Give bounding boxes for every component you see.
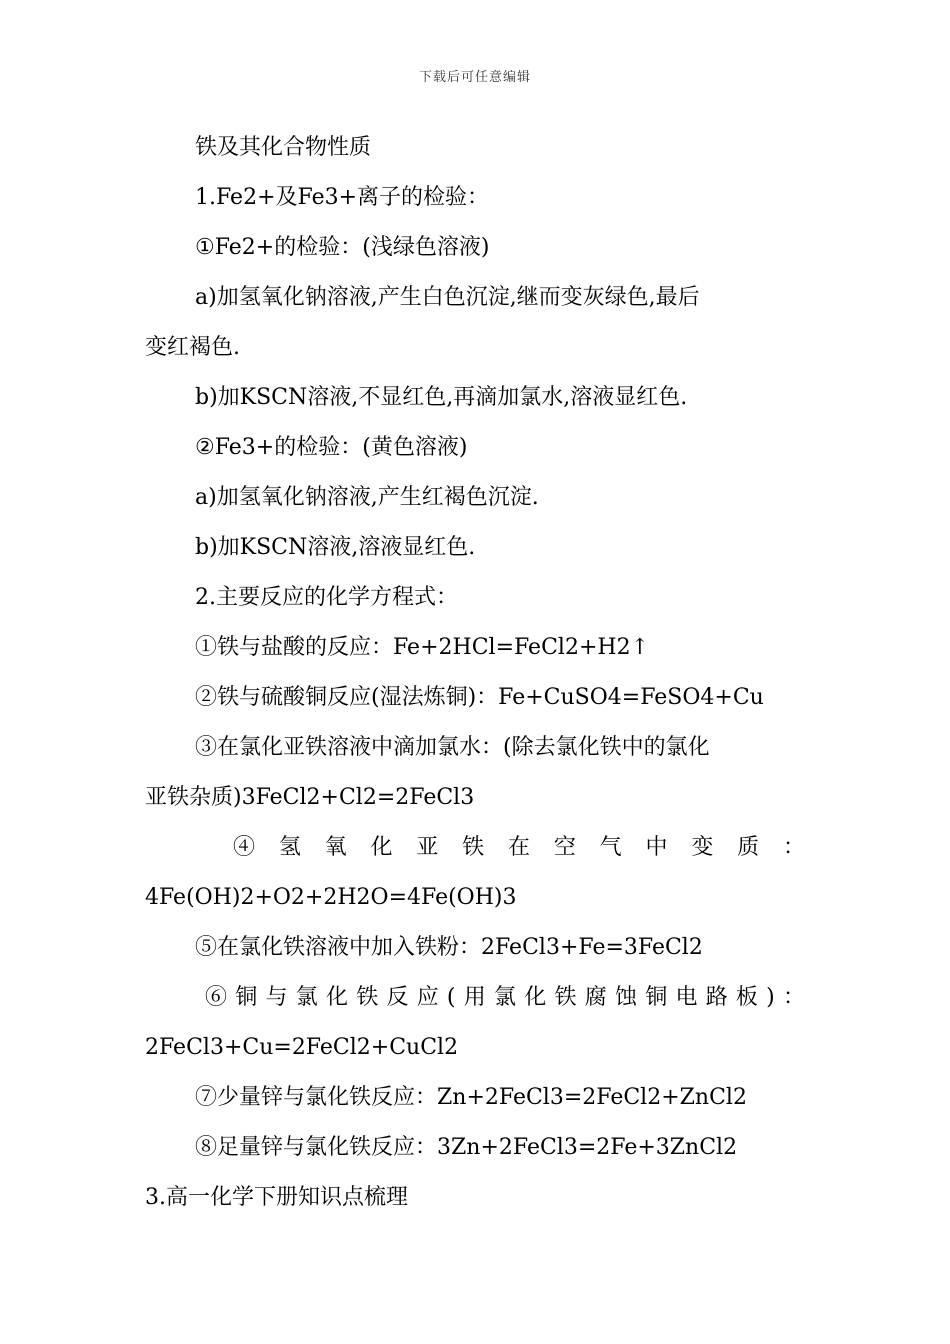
reaction-6-line2: 2FeCl3+Cu=2FeCl2+CuCl2	[145, 1035, 459, 1060]
fe2-test-heading: ①Fe2+的检验：(浅绿色溶液)	[195, 235, 490, 260]
fe2-test-a-line2: 变红褐色.	[145, 335, 240, 360]
section-3-heading: 3.高一化学下册知识点梳理	[145, 1185, 408, 1210]
reaction-5: ⑤在氯化铁溶液中加入铁粉：2FeCl3+Fe=3FeCl2	[195, 935, 703, 960]
page-header: 下载后可任意编辑	[418, 70, 531, 85]
document-body	[145, 126, 805, 1226]
reaction-6-line1: ⑥铜与氯化铁反应(用氯化铁腐蚀铜电路板)：	[205, 985, 805, 1010]
fe2-test-a-line1: a)加氢氧化钠溶液,产生白色沉淀,继而变灰绿色,最后	[195, 285, 700, 310]
fe3-test-heading: ②Fe3+的检验：(黄色溶液)	[195, 435, 468, 460]
reaction-4-line2: 4Fe(OH)2+O2+2H2O=4Fe(OH)3	[145, 885, 517, 910]
fe3-test-a: a)加氢氧化钠溶液,产生红褐色沉淀.	[195, 485, 539, 510]
fe3-test-b: b)加KSCN溶液,溶液显红色.	[195, 535, 476, 560]
reaction-1: ①铁与盐酸的反应：Fe+2HCl=FeCl2+H2↑	[195, 635, 649, 660]
fe2-test-b: b)加KSCN溶液,不显红色,再滴加氯水,溶液显红色.	[195, 385, 688, 410]
document-title: 铁及其化合物性质	[195, 135, 372, 160]
reaction-3-line2: 亚铁杂质)3FeCl2+Cl2=2FeCl3	[145, 785, 475, 810]
reaction-8: ⑧足量锌与氯化铁反应：3Zn+2FeCl3=2Fe+3ZnCl2	[195, 1135, 738, 1160]
section-1-heading: 1.Fe2+及Fe3+离子的检验：	[195, 185, 490, 210]
reaction-2: ②铁与硫酸铜反应(湿法炼铜)：Fe+CuSO4=FeSO4+Cu	[195, 685, 764, 710]
reaction-7: ⑦少量锌与氯化铁反应：Zn+2FeCl3=2FeCl2+ZnCl2	[195, 1085, 747, 1110]
reaction-4-line1: ④氢氧化亚铁在空气中变质：	[233, 835, 805, 860]
reaction-3-line1: ③在氯化亚铁溶液中滴加氯水：(除去氯化铁中的氯化	[195, 735, 710, 760]
section-2-heading: 2.主要反应的化学方程式：	[195, 585, 458, 610]
